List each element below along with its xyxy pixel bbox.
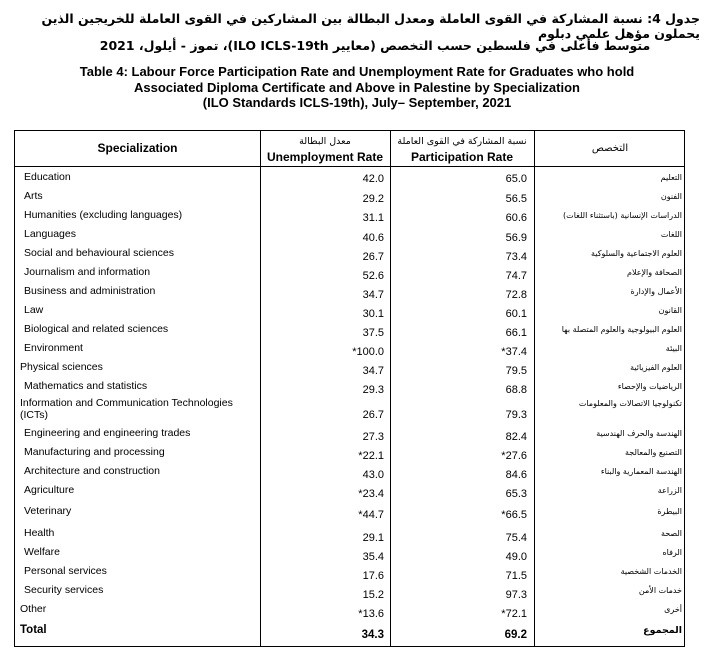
participation-rate-value: 60.6 [505,212,527,224]
header-participation-rate [390,131,534,166]
specialization-english: Security services [24,584,104,596]
unemployment-rate-value: *13.6 [358,608,384,620]
specialization-arabic: التصنيع والمعالجة [625,448,682,457]
unemployment-rate-value: 30.1 [362,308,384,320]
unemployment-rate-value: 29.3 [362,384,384,396]
specialization-english: Humanities (excluding languages) [24,209,183,221]
specialization-arabic: الرياضيات والإحصاء [617,382,682,391]
unemployment-rate-value: 52.6 [362,270,384,282]
unemployment-rate-value: 27.3 [362,431,384,443]
specialization-english: Information and Communication Technologies (ICTs) [20,397,233,421]
unemployment-rate-value: *22.1 [358,450,384,462]
specialization-english: Agriculture [24,484,75,496]
specialization-english: Personal services [24,565,107,577]
participation-rate-value: 71.5 [505,570,527,582]
specialization-arabic: العلوم الفيزيائية [630,363,682,372]
header-participation-rate-english: Participation Rate [410,150,514,164]
specialization-arabic: الهندسة المعمارية والبناء [600,467,682,476]
specialization-english: Mathematics and statistics [24,380,148,392]
specialization-english: Welfare [24,546,60,558]
participation-rate-value: 66.1 [505,327,527,339]
total-label: Total [20,624,47,636]
specialization-english: Law [24,304,44,316]
unemployment-rate-value: 40.6 [362,232,384,244]
unemployment-rate-value: 35.4 [362,551,384,563]
total-unemployment-rate: 34.3 [361,629,384,641]
specialization-english: Languages [24,228,76,240]
unemployment-rate-value: 26.7 [362,251,384,263]
title-arabic-line-2: متوسط فأعلى في فلسطين حسب التخصص (معايير ILO ICLS-19th)، تموز - أيلول، 2021 [99,38,651,53]
specialization-arabic: الأعمال والإدارة [630,287,682,296]
unemployment-rate-value: *100.0 [352,346,384,358]
participation-rate-value: 65.3 [505,488,527,500]
header-unemployment-rate-english: Unemployment Rate [266,150,384,164]
unemployment-rate-value: *44.7 [358,509,384,521]
specialization-arabic: العلوم الاجتماعية والسلوكية [591,249,682,258]
specialization-arabic: اللغات [660,230,682,239]
specialization-english: Physical sciences [20,361,103,373]
participation-rate-value: 75.4 [505,532,527,544]
total-participation-rate: 69.2 [504,629,527,641]
specialization-arabic: البيطرة [657,507,682,516]
specialization-arabic: الزراعة [657,486,682,495]
participation-rate-value: 84.6 [505,469,527,481]
participation-rate-value: 79.3 [505,409,527,421]
participation-rate-value: 56.5 [505,193,527,205]
specialization-english: Engineering and engineering trades [24,427,191,439]
participation-rate-value: 72.8 [505,289,527,301]
specialization-arabic: الدراسات الإنسانية (باستثناء اللغات) [563,211,682,220]
participation-rate-value: 97.3 [505,589,527,601]
unemployment-rate-value: 15.2 [362,589,384,601]
specialization-arabic: أخرى [664,605,682,614]
header-unemployment-rate-arabic: معدل البطالة [299,136,351,147]
specialization-english: Business and administration [24,285,156,297]
participation-rate-value: *37.4 [501,346,527,358]
specialization-english: Social and behavioural sciences [24,247,175,259]
data-table [14,130,685,647]
specialization-arabic: تكنولوجيا الاتصالات والمعلومات [578,399,682,408]
specialization-arabic: التعليم [660,173,682,182]
participation-rate-value: 82.4 [505,431,527,443]
header-specialization: Specialization [97,141,178,155]
participation-rate-value: 68.8 [505,384,527,396]
participation-rate-value: 74.7 [505,270,527,282]
specialization-english: Environment [24,342,83,354]
specialization-english: Veterinary [24,505,72,517]
participation-rate-value: 60.1 [505,308,527,320]
specialization-english: Arts [24,190,43,202]
unemployment-rate-value: 26.7 [362,409,384,421]
specialization-arabic: الرفاه [662,548,682,557]
header-participation-rate-arabic: نسبة المشاركة في القوى العاملة [397,136,527,147]
specialization-arabic: الهندسة والحرف الهندسية [596,429,682,438]
specialization-english: Architecture and construction [24,465,160,477]
header-unemployment-rate [260,131,390,166]
participation-rate-value: 65.0 [505,173,527,185]
total-label-arabic: المجموع [643,625,682,636]
specialization-english: Health [24,527,55,539]
specialization-english: Manufacturing and processing [24,446,165,458]
specialization-english: Other [20,603,47,615]
unemployment-rate-value: 29.1 [362,532,384,544]
title-english-line-3: (ILO Standards ICLS-19th), July– September, 2021 [202,95,512,110]
header-specialization-arabic: التخصص [591,143,629,154]
participation-rate-value: *27.6 [501,450,527,462]
unemployment-rate-value: *23.4 [358,488,384,500]
unemployment-rate-value: 34.7 [362,365,384,377]
participation-rate-value: *66.5 [501,509,527,521]
unemployment-rate-value: 31.1 [362,212,384,224]
participation-rate-value: 49.0 [505,551,527,563]
unemployment-rate-value: 34.7 [362,289,384,301]
specialization-english: Education [24,171,71,183]
unemployment-rate-value: 29.2 [362,193,384,205]
unemployment-rate-value: 37.5 [362,327,384,339]
participation-rate-value: 56.9 [505,232,527,244]
specialization-arabic: القانون [658,306,682,315]
specialization-arabic: الصحافة والإعلام [626,268,682,277]
title-english-line-1: Table 4: Labour Force Participation Rate and Unemployment Rate for Graduates who hold [79,64,635,79]
title-arabic-line-1: جدول 4: نسبة المشاركة في القوى العاملة ومعدل البطالة بين المشاركين في القوى العاملة للخريجين الذين يحملون مؤهل علمي دبلوم [41,11,700,41]
specialization-arabic: خدمات الأمن [638,586,682,595]
specialization-english: Biological and related sciences [24,323,169,335]
title-english-line-2: Associated Diploma Certificate and Above in Palestine by Specialization [134,80,580,95]
specialization-arabic: الخدمات الشخصية [620,567,682,576]
specialization-arabic: الفنون [660,192,682,201]
specialization-arabic: البيئة [665,344,682,353]
participation-rate-value: *72.1 [501,608,527,620]
header-divider [15,166,684,167]
unemployment-rate-value: 17.6 [362,570,384,582]
specialization-arabic: الصحة [660,529,682,538]
unemployment-rate-value: 43.0 [362,469,384,481]
specialization-arabic: العلوم البيولوجية والعلوم المتصلة بها [561,325,682,334]
specialization-english: Journalism and information [24,266,151,278]
participation-rate-value: 79.5 [505,365,527,377]
participation-rate-value: 73.4 [505,251,527,263]
unemployment-rate-value: 42.0 [362,173,384,185]
